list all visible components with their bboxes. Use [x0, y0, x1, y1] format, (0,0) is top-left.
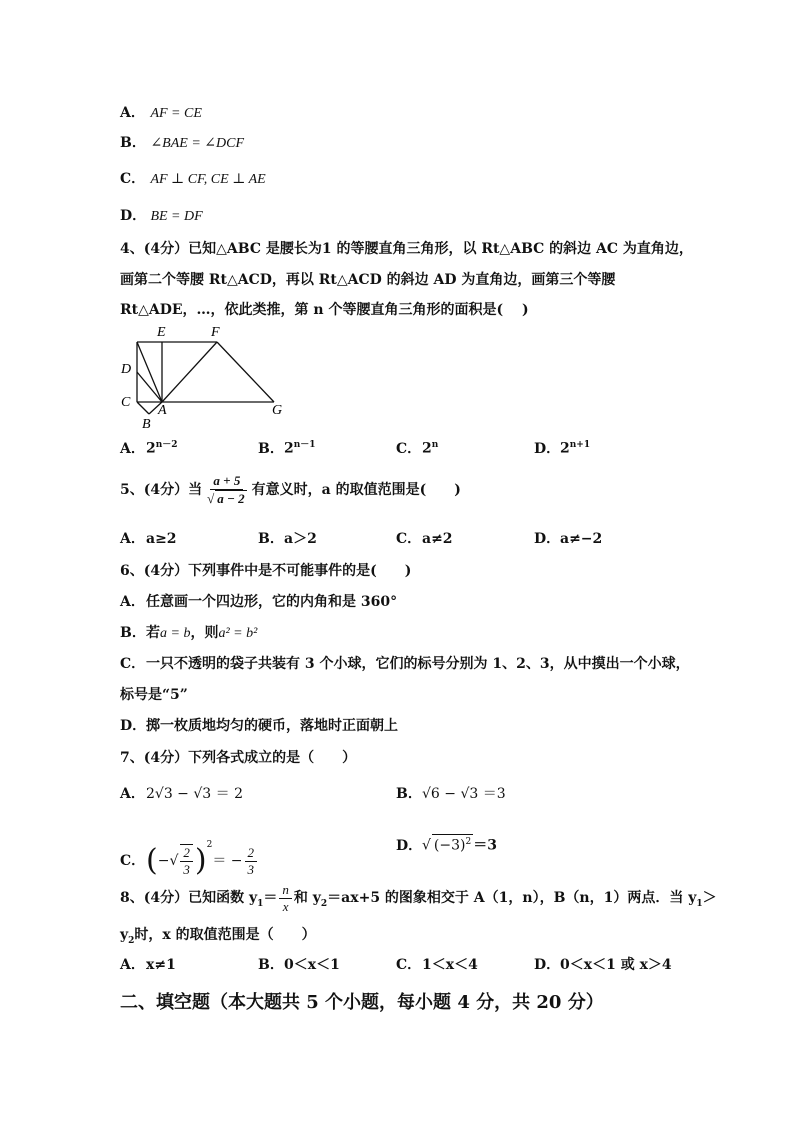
option-text: a≠2	[422, 531, 453, 547]
q8-option-c	[396, 955, 478, 975]
subscript: 1	[696, 898, 703, 909]
q8-fraction	[279, 882, 292, 915]
q6-stem: 6、(4分）下列事件中是不可能事件的是( )	[120, 563, 412, 579]
q4-option-a	[120, 435, 178, 459]
q6-option-d	[120, 716, 398, 736]
option-label: A．	[120, 594, 145, 610]
option-text: a≥2	[146, 531, 177, 547]
radicand-text: (−3)	[433, 837, 466, 854]
exponent: 2	[465, 837, 472, 847]
q8-option-d	[534, 955, 672, 975]
option-label: C．	[120, 656, 146, 672]
option-text: a≠−2	[560, 531, 603, 547]
q4-stem-line1: 4、(4分）已知△ABC 是腰长为1 的等腰直角三角形，以 Rt△ABC 的斜边 AC 为直角边，	[120, 241, 693, 257]
radicand	[432, 834, 473, 854]
q5-prefix: 5、(4分）当	[120, 482, 203, 498]
q8-text: ＝	[263, 890, 278, 906]
subscript: 2	[128, 935, 135, 946]
figure-label-b: B	[142, 417, 151, 430]
q3-option-b	[120, 133, 244, 154]
inner-numerator: 2	[180, 845, 193, 862]
option-label: C．	[396, 957, 422, 973]
q8-option-a	[120, 955, 176, 975]
option-expr: a² = b²	[218, 626, 258, 641]
option-text: 0＜x＜1	[284, 957, 340, 973]
option-exponent: n	[431, 440, 439, 450]
q4-stem-line3: Rt△ADE，…，依此类推，第 n 个等腰直角三角形的面积是( )	[120, 302, 529, 318]
q5-option-b	[258, 529, 317, 549]
option-label: D．	[534, 531, 561, 547]
figure-label-g: G	[272, 403, 283, 418]
q3-option-d	[120, 206, 203, 227]
option-base: 2	[146, 440, 156, 457]
q5-option-c	[396, 529, 453, 549]
sqrt-symbol: √	[422, 837, 431, 854]
q8-text: ＝ax+5 的图象相交于 A（1，n），B（n，1）两点．当 y	[327, 890, 697, 906]
option-base: 2	[284, 440, 294, 457]
sqrt-symbol: √	[207, 491, 215, 506]
q5-denominator: a − 2	[217, 491, 245, 506]
right-paren: )	[194, 843, 207, 878]
option-base: 2	[560, 440, 570, 457]
q5-option-d	[534, 529, 602, 549]
result-fraction	[245, 845, 258, 878]
option-label: B．	[396, 786, 422, 802]
q6-option-c-cont: 标号是“5”	[120, 687, 188, 703]
q3-option-a-expr: AF = CE	[150, 106, 202, 121]
option-label: A．	[120, 786, 145, 802]
option-label: B．	[258, 531, 284, 547]
q8-stem-line2	[120, 925, 316, 951]
option-exponent: n－2	[155, 440, 178, 450]
option-expr: ＝ −	[212, 853, 243, 869]
q4-option-b	[258, 435, 316, 459]
q8-text: ＞	[702, 890, 717, 906]
q7-option-c	[120, 820, 259, 886]
option-label: A．	[120, 531, 145, 547]
q8-stem-line1	[120, 880, 717, 922]
option-label: C．	[396, 531, 422, 547]
inner-denominator: 3	[183, 862, 190, 877]
option-exponent: n－1	[293, 440, 316, 450]
option-label: D．	[534, 440, 561, 457]
inner-fraction	[180, 844, 193, 878]
exponent: 2	[206, 840, 213, 850]
q8-text: y	[120, 927, 129, 943]
q7-option-b	[396, 784, 506, 804]
result-denominator: 3	[247, 861, 255, 877]
q6-option-b	[120, 623, 257, 644]
option-label: B．	[258, 440, 284, 457]
q3-option-d-expr: BE = DF	[150, 209, 203, 224]
left-paren: (	[146, 843, 158, 878]
option-text: a＞2	[284, 531, 317, 547]
q8-denominator: x	[282, 898, 289, 914]
option-label: D．	[396, 837, 423, 854]
option-text: ，则	[190, 625, 219, 641]
figure-label-e: E	[157, 325, 166, 340]
q4-stem-line2: 画第二个等腰 Rt△ACD，再以 Rt△ACD 的斜边 AD 为直角边，画第三个等腰	[120, 272, 616, 288]
option-label: B．	[120, 625, 146, 641]
q7-stem: 7、(4分）下列各式成立的是（ ）	[120, 750, 357, 766]
option-label: C．	[120, 853, 146, 869]
option-label: B．	[120, 135, 146, 151]
option-label: D．	[120, 718, 147, 734]
q8-numerator: n	[279, 882, 292, 899]
q3-option-c	[120, 169, 266, 190]
figure-label-c: C	[121, 395, 131, 410]
figure-label-a: A	[158, 403, 167, 418]
option-text: 若	[146, 625, 160, 641]
q3-option-b-expr: ∠BAE = ∠DCF	[150, 136, 245, 151]
q3-option-c-expr: AF ⊥ CF, CE ⊥ AE	[150, 172, 266, 187]
option-text: 任意画一个四边形，它的内角和是 360°	[146, 594, 398, 610]
q5-denominator-wrap	[204, 490, 250, 507]
q5-option-a	[120, 529, 177, 549]
q6-option-a	[120, 592, 397, 612]
option-text: 1＜x＜4	[422, 957, 478, 973]
option-expr: a = b	[160, 626, 191, 641]
option-base: 2	[422, 440, 432, 457]
option-label: C．	[396, 440, 422, 457]
section-heading: 二、填空题（本大题共 5 个小题，每小题 4 分，共 20 分）	[120, 992, 604, 1013]
q6-option-c	[120, 654, 690, 674]
option-result: ＝3	[473, 837, 497, 854]
option-label: A．	[120, 440, 145, 457]
q4-option-d	[534, 435, 590, 459]
option-label: D．	[534, 957, 561, 973]
option-text: 一只不透明的袋子共装有 3 个小球，它们的标号分别为 1、2、3，从中摸出一个小球，	[146, 656, 690, 672]
option-label: D．	[120, 208, 147, 224]
option-label: B．	[258, 957, 284, 973]
q5-numerator: a + 5	[210, 473, 243, 490]
option-label: A．	[120, 957, 145, 973]
q8-text: 时，x 的取值范围是（ ）	[134, 927, 316, 943]
option-text: x≠1	[146, 957, 176, 973]
q8-text: 8、(4分）已知函数 y	[120, 890, 258, 906]
q3-option-a	[120, 103, 202, 124]
q4-option-c	[396, 435, 438, 459]
option-text: 0＜x＜1 或 x＞4	[560, 957, 672, 973]
q7-option-d	[396, 834, 497, 856]
option-label: A．	[120, 105, 145, 121]
option-label: C．	[120, 171, 146, 187]
q8-option-b	[258, 955, 340, 975]
option-exponent: n+1	[569, 440, 591, 450]
subscript: 1	[257, 898, 264, 909]
q7-option-a	[120, 784, 243, 804]
option-expr: √6 − √3 ＝3	[422, 786, 506, 802]
minus-sign: −	[157, 853, 170, 869]
q8-text: 和 y	[293, 890, 321, 906]
q5-fraction	[204, 473, 250, 507]
q4-triangle-figure	[112, 318, 297, 430]
result-numerator: 2	[245, 845, 258, 862]
subscript: 2	[320, 898, 328, 909]
q5-suffix: 有意义时，a 的取值范围是( )	[251, 482, 461, 498]
q5-stem	[120, 472, 461, 508]
figure-label-f: F	[211, 325, 220, 340]
figure-label-d: D	[121, 362, 132, 377]
option-expr: 2√3 − √3 ＝ 2	[146, 786, 244, 802]
sqrt-symbol: √	[169, 853, 179, 869]
option-text: 掷一枚质地均匀的硬币，落地时正面朝上	[146, 718, 398, 734]
